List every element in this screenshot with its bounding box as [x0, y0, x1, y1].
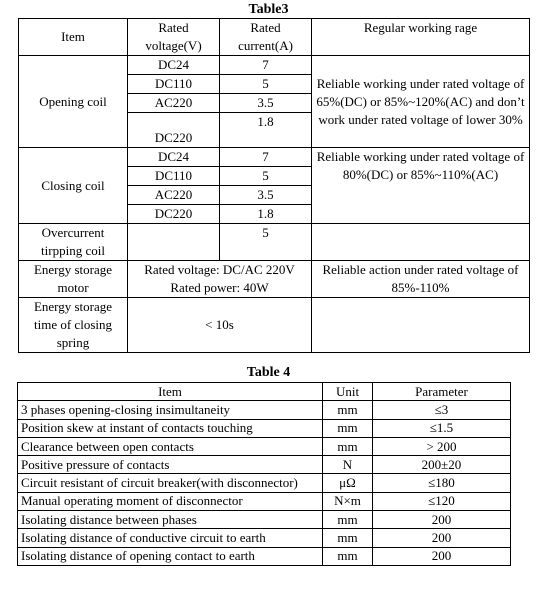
table-row: [19, 261, 530, 298]
table4-header-row: [18, 383, 511, 401]
current-cell: 5: [220, 167, 312, 186]
parameter-cell: ≤120: [373, 492, 511, 510]
parameter-cell: 200: [373, 529, 511, 547]
spring-range-cell: [312, 298, 530, 353]
parameter-cell: 200: [373, 511, 511, 529]
table-row: [18, 456, 511, 474]
header-item: Item: [19, 19, 128, 56]
current-cell: 1.8: [220, 113, 312, 148]
parameter-cell: ≤3: [373, 401, 511, 419]
opening-coil-label: Opening coil: [19, 56, 128, 148]
current-cell: 3.5: [220, 94, 312, 113]
motor-spec-voltage: Rated voltage: DC/AC 220V: [144, 262, 295, 277]
item-cell: Isolating distance between phases: [18, 511, 323, 529]
parameter-cell: 200: [373, 547, 511, 565]
item-cell: Clearance between open contacts: [18, 437, 323, 455]
unit-cell: N: [323, 456, 373, 474]
current-cell: 1.8: [220, 205, 312, 224]
overcurrent-range-cell: [312, 224, 530, 261]
parameter-cell: > 200: [373, 437, 511, 455]
item-cell: Positive pressure of contacts: [18, 456, 323, 474]
item-cell: Position skew at instant of contacts touching: [18, 419, 323, 437]
table4: [17, 382, 511, 566]
table-row: [18, 529, 511, 547]
unit-cell: mm: [323, 511, 373, 529]
voltage-cell: DC220: [128, 205, 220, 224]
table3: [18, 18, 530, 353]
unit-cell: mm: [323, 401, 373, 419]
closing-coil-label: Closing coil: [19, 148, 128, 224]
item-cell: Isolating distance of opening contact to earth: [18, 547, 323, 565]
parameter-cell: 200±20: [373, 456, 511, 474]
table3-caption: Table3: [248, 2, 289, 17]
voltage-cell: DC24: [128, 56, 220, 75]
current-cell: 5: [220, 75, 312, 94]
unit-cell: mm: [323, 529, 373, 547]
unit-cell: mm: [323, 437, 373, 455]
header-rated-current: Rated current(A): [220, 19, 312, 56]
voltage-cell: DC110: [128, 75, 220, 94]
table-row: [19, 224, 530, 261]
table-row: [18, 474, 511, 492]
table-row: [18, 419, 511, 437]
table-row: [18, 401, 511, 419]
item-cell: Isolating distance of conductive circuit to earth: [18, 529, 323, 547]
parameter-cell: ≤180: [373, 474, 511, 492]
table-row: [19, 56, 530, 75]
motor-label: Energy storage motor: [19, 261, 128, 298]
current-cell: 3.5: [220, 186, 312, 205]
voltage-cell: DC110: [128, 167, 220, 186]
spring-value: < 10s: [128, 298, 312, 353]
unit-cell: N×m: [323, 492, 373, 510]
overcurrent-label: Overcurrent tirpping coil: [19, 224, 128, 261]
opening-coil-range: Reliable working under rated voltage of 65%(DC) or 85%~120%(AC) and don’t work under rated voltage of lower 30%: [312, 56, 530, 148]
motor-spec-power: Rated power: 40W: [170, 280, 269, 295]
unit-cell: mm: [323, 419, 373, 437]
table-row: [18, 547, 511, 565]
table-row: [19, 148, 530, 167]
table-row: [18, 437, 511, 455]
header-working-range: Regular working rage: [312, 19, 530, 56]
unit-cell: mm: [323, 547, 373, 565]
header-parameter: Parameter: [373, 383, 511, 401]
voltage-cell: AC220: [128, 94, 220, 113]
closing-coil-range: Reliable working under rated voltage of 80%(DC) or 85%~110%(AC): [312, 148, 530, 224]
spring-label: Energy storage time of closing spring: [19, 298, 128, 353]
overcurrent-current-cell: 5: [220, 224, 312, 261]
item-cell: Circuit resistant of circuit breaker(with disconnector): [18, 474, 323, 492]
header-item: Item: [18, 383, 323, 401]
header-unit: Unit: [323, 383, 373, 401]
current-cell: 7: [220, 148, 312, 167]
parameter-cell: ≤1.5: [373, 419, 511, 437]
table-row: [18, 492, 511, 510]
motor-range: Reliable action under rated voltage of 85%-110%: [312, 261, 530, 298]
overcurrent-voltage-cell: [128, 224, 220, 261]
item-cell: 3 phases opening-closing insimultaneity: [18, 401, 323, 419]
current-cell: 7: [220, 56, 312, 75]
item-cell: Manual operating moment of disconnector: [18, 492, 323, 510]
unit-cell: μΩ: [323, 474, 373, 492]
voltage-cell: DC24: [128, 148, 220, 167]
table4-caption: Table 4: [246, 365, 291, 380]
table-row: [19, 298, 530, 353]
voltage-cell: AC220: [128, 186, 220, 205]
motor-spec: [128, 261, 312, 298]
table3-header-row: [19, 19, 530, 56]
table-row: [18, 511, 511, 529]
header-rated-voltage: Rated voltage(V): [128, 19, 220, 56]
voltage-cell: DC220: [128, 113, 220, 148]
